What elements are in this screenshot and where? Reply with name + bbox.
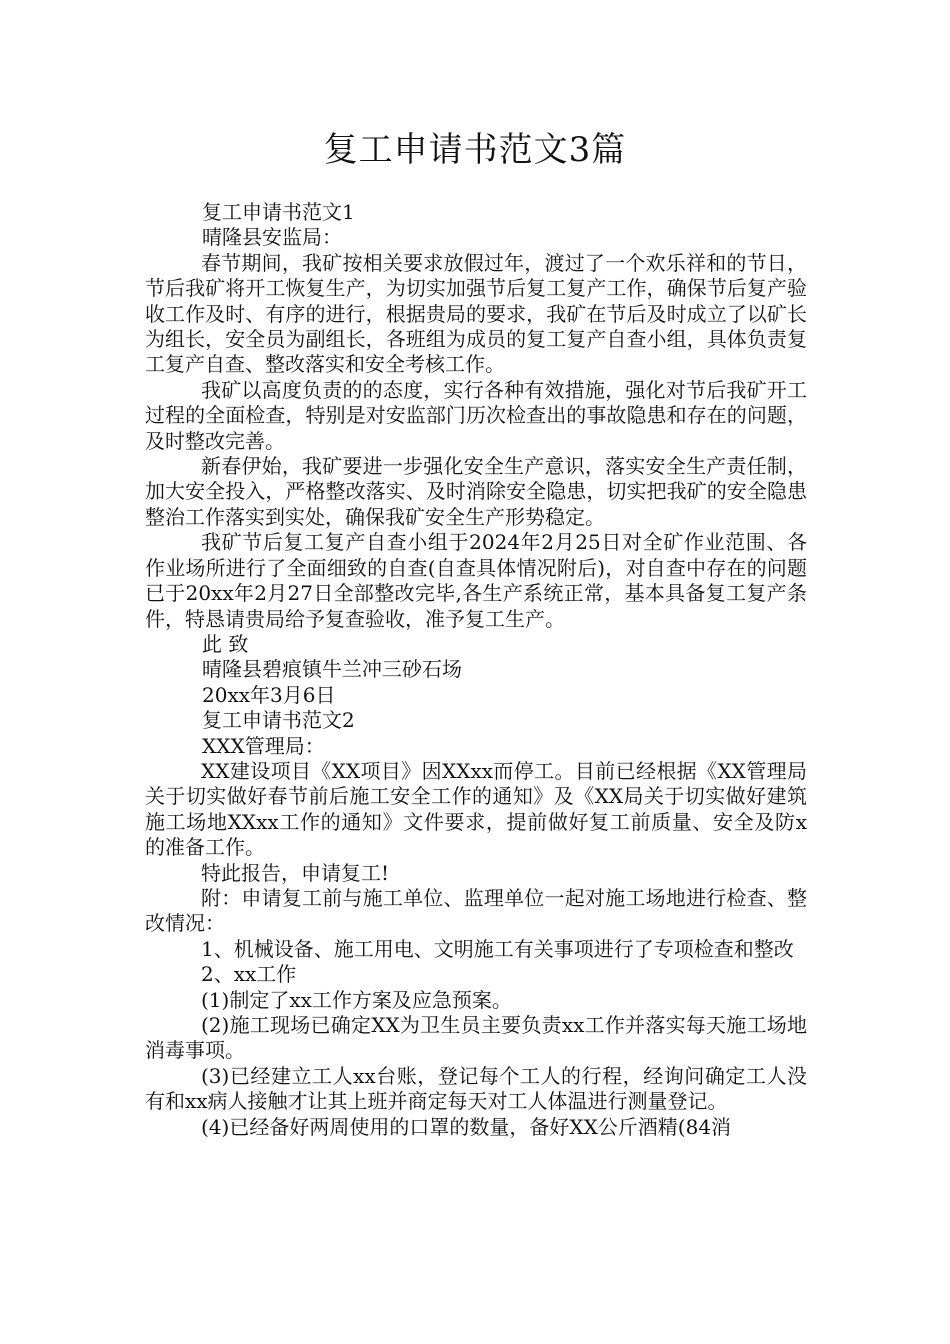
paragraph-9: 2、xx工作 bbox=[201, 962, 297, 987]
paragraph-6: 特此报告，申请复工! bbox=[201, 860, 390, 885]
paragraph-2: 我矿以高度负责的的态度，实行各种有效措施，强化对节后我矿开工过程的全面检查，特别是对安监部门历次检查出的事故隐患和存在的问题，及时整改完善。 bbox=[145, 377, 807, 453]
document-body bbox=[145, 200, 807, 1140]
closing-line: 此 致 bbox=[202, 631, 249, 656]
paragraph-7: 附：申请复工前与施工单位、监理单位一起对施工场地进行检查、整改情况： bbox=[145, 885, 807, 936]
paragraph-5: XX建设项目《XX项目》因XXxx而停工。目前已经根据《XX管理局关于切实做好春节前后施工安全工作的通知》及《XX局关于切实做好建筑施工场地XXxx工作的通知》文件要求，提前做好复工前质量、安全及防x的准备工作。 bbox=[145, 758, 807, 860]
paragraph-4: 我矿节后复工复产自查小组于2024年2月25日对全矿作业范围、各作业场所进行了全面细致的自查(自查具体情况附后)，对自查中存在的问题已于20xx年2月27日全部整改完毕,各生产系统正常，基本具备复工复产条件，特恳请贵局给予复查验收，准予复工生产。 bbox=[145, 530, 807, 631]
section-heading-2: 复工申请书范文2 bbox=[202, 708, 355, 733]
paragraph-10: (1)制定了xx工作方案及应急预案。 bbox=[201, 987, 512, 1012]
paragraph-13: (4)已经备好两周使用的口罩的数量，备好XX公斤酒精(84消 bbox=[201, 1114, 732, 1139]
paragraph-12: (3)已经建立工人xx台账，登记每个工人的行程，经询问确定工人没有和xx病人接触才让其上班并商定每天对工人体温进行测量登记。 bbox=[145, 1063, 807, 1114]
paragraph-8: 1、机械设备、施工用电、文明施工有关事项进行了专项检查和整改 bbox=[201, 936, 794, 961]
date-line: 20xx年3月6日 bbox=[202, 682, 336, 707]
salutation-2: XXX管理局： bbox=[202, 733, 325, 758]
salutation-1: 晴隆县安监局： bbox=[202, 225, 342, 250]
document-title: 复工申请书范文3篇 bbox=[323, 130, 627, 170]
signer-line: 晴隆县碧痕镇牛兰冲三砂石场 bbox=[202, 657, 462, 682]
paragraph-11: (2)施工现场已确定XX为卫生员主要负责xx工作并落实每天施工场地消毒事项。 bbox=[145, 1013, 807, 1063]
section-heading-1: 复工申请书范文1 bbox=[202, 200, 355, 224]
paragraph-1: 春节期间，我矿按相关要求放假过年，渡过了一个欢乐祥和的节日，节后我矿将开工恢复生产，为切实加强节后复工复产工作，确保节后复产验收工作及时、有序的进行，根据贵局的要求，我矿在节后及时成立了以矿长为组长，安全员为副组长，各班组为成员的复工复产自查小组，具体负责复工复产自查、整改落实和安全考核工作。 bbox=[145, 250, 807, 377]
paragraph-3: 新春伊始，我矿要进一步强化安全生产意识，落实安全生产责任制，加大安全投入，严格整改落实、及时消除安全隐患，切实把我矿的安全隐患整治工作落实到实处，确保我矿安全生产形势稳定。 bbox=[145, 454, 807, 529]
